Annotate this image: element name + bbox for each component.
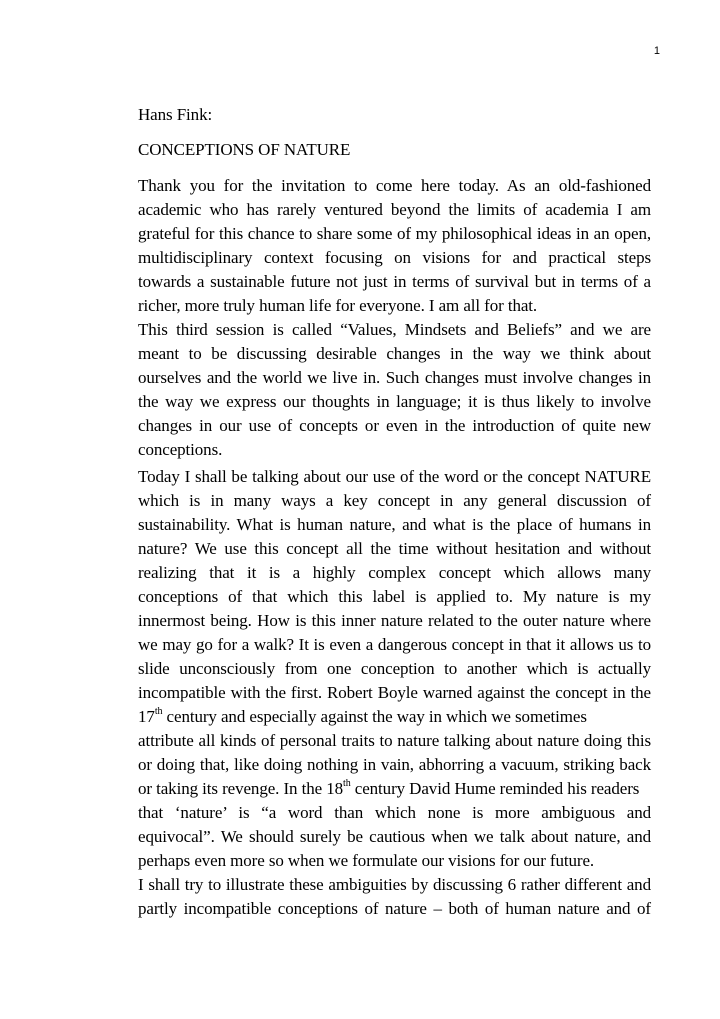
paragraph-1-line-4: multidisciplinary context focusing on visions for and practical steps (138, 248, 651, 267)
paragraph-3-line-4: nature? We use this concept all the time without hesitation and without (138, 539, 651, 558)
paragraph-3-line-8: we may go for a walk? It is even a dangerous concept in that it allows us to (138, 635, 651, 654)
paragraph-1-line-2: academic who has rarely ventured beyond the limits of academia I am (138, 200, 651, 219)
paragraph-1-line-6: richer, more truly human life for everyone. I am all for that. (138, 296, 538, 315)
paragraph-3-line-16: equivocal”. We should surely be cautious when we talk about nature, and (138, 827, 651, 846)
page-number: 1 (653, 45, 660, 57)
century-number: 18 (326, 779, 344, 798)
paragraph-3-line-6: conceptions of that which this label is applied to. My nature is my (138, 587, 651, 606)
paragraph-3-line-5: realizing that it is a highly complex concept which allows many (138, 563, 651, 582)
paragraph-1-line-1: Thank you for the invitation to come here today. As an old-fashioned (138, 176, 651, 195)
line-start: or taking its revenge. In the (138, 779, 327, 798)
paragraph-3-line-12: attribute all kinds of personal traits to nature talking about nature doing this (138, 731, 651, 750)
paragraph-3-line-13: or doing that, like doing nothing in vain, abhorring a vacuum, striking back (138, 755, 651, 774)
paragraph-3-line-10: incompatible with the first. Robert Boyle warned against the concept in the (138, 683, 651, 702)
author-line: Hans Fink: (138, 105, 213, 124)
paragraph-3-line-9: slide unconsciously from one conception to another which is actually (138, 659, 651, 678)
paragraph-4-line-1: I shall try to illustrate these ambiguities by discussing 6 rather different and (138, 875, 651, 894)
paragraph-3-line-11 (138, 705, 587, 729)
paragraph-3-line-14 (138, 777, 639, 801)
paragraph-4-line-2: partly incompatible conceptions of nature – both of human nature and of (138, 899, 651, 918)
line-remainder: century and especially against the way in which we sometimes (162, 707, 587, 726)
paragraph-3-line-3: sustainability. What is human nature, and what is the place of humans in (138, 515, 651, 534)
paragraph-3-line-2: which is in many ways a key concept in any general discussion of (138, 491, 651, 510)
ordinal-suffix: th (154, 706, 163, 717)
paragraph-1-line-5: towards a sustainable future not just in terms of survival but in terms of a (138, 272, 651, 291)
document-title: CONCEPTIONS OF NATURE (138, 140, 351, 159)
paragraph-2-line-2: meant to be discussing desirable changes in the way we think about (138, 344, 651, 363)
paragraph-3-line-15: that ‘nature’ is “a word than which none is more ambiguous and (138, 803, 651, 822)
paragraph-2-line-6: conceptions. (138, 440, 223, 459)
paragraph-1-line-3: grateful for this chance to share some of my philosophical ideas in an open, (138, 224, 651, 243)
paragraph-3-line-17: perhaps even more so when we formulate our visions for our future. (138, 851, 595, 870)
century-number: 17 (138, 707, 155, 726)
paragraph-2-line-1: This third session is called “Values, Mindsets and Beliefs” and we are (138, 320, 651, 339)
line-remainder: century David Hume reminded his readers (350, 779, 640, 798)
paragraph-3-line-7: innermost being. How is this inner nature related to the outer nature where (138, 611, 651, 630)
paragraph-2-line-5: changes in our use of concepts or even in the introduction of quite new (138, 416, 651, 435)
paragraph-3-line-1: Today I shall be talking about our use of the word or the concept NATURE (138, 467, 651, 486)
paragraph-2-line-3: ourselves and the world we live in. Such changes must involve changes in (138, 368, 651, 387)
paragraph-2-line-4: the way we express our thoughts in language; it is thus likely to involve (138, 392, 651, 411)
ordinal-suffix: th (343, 778, 351, 789)
